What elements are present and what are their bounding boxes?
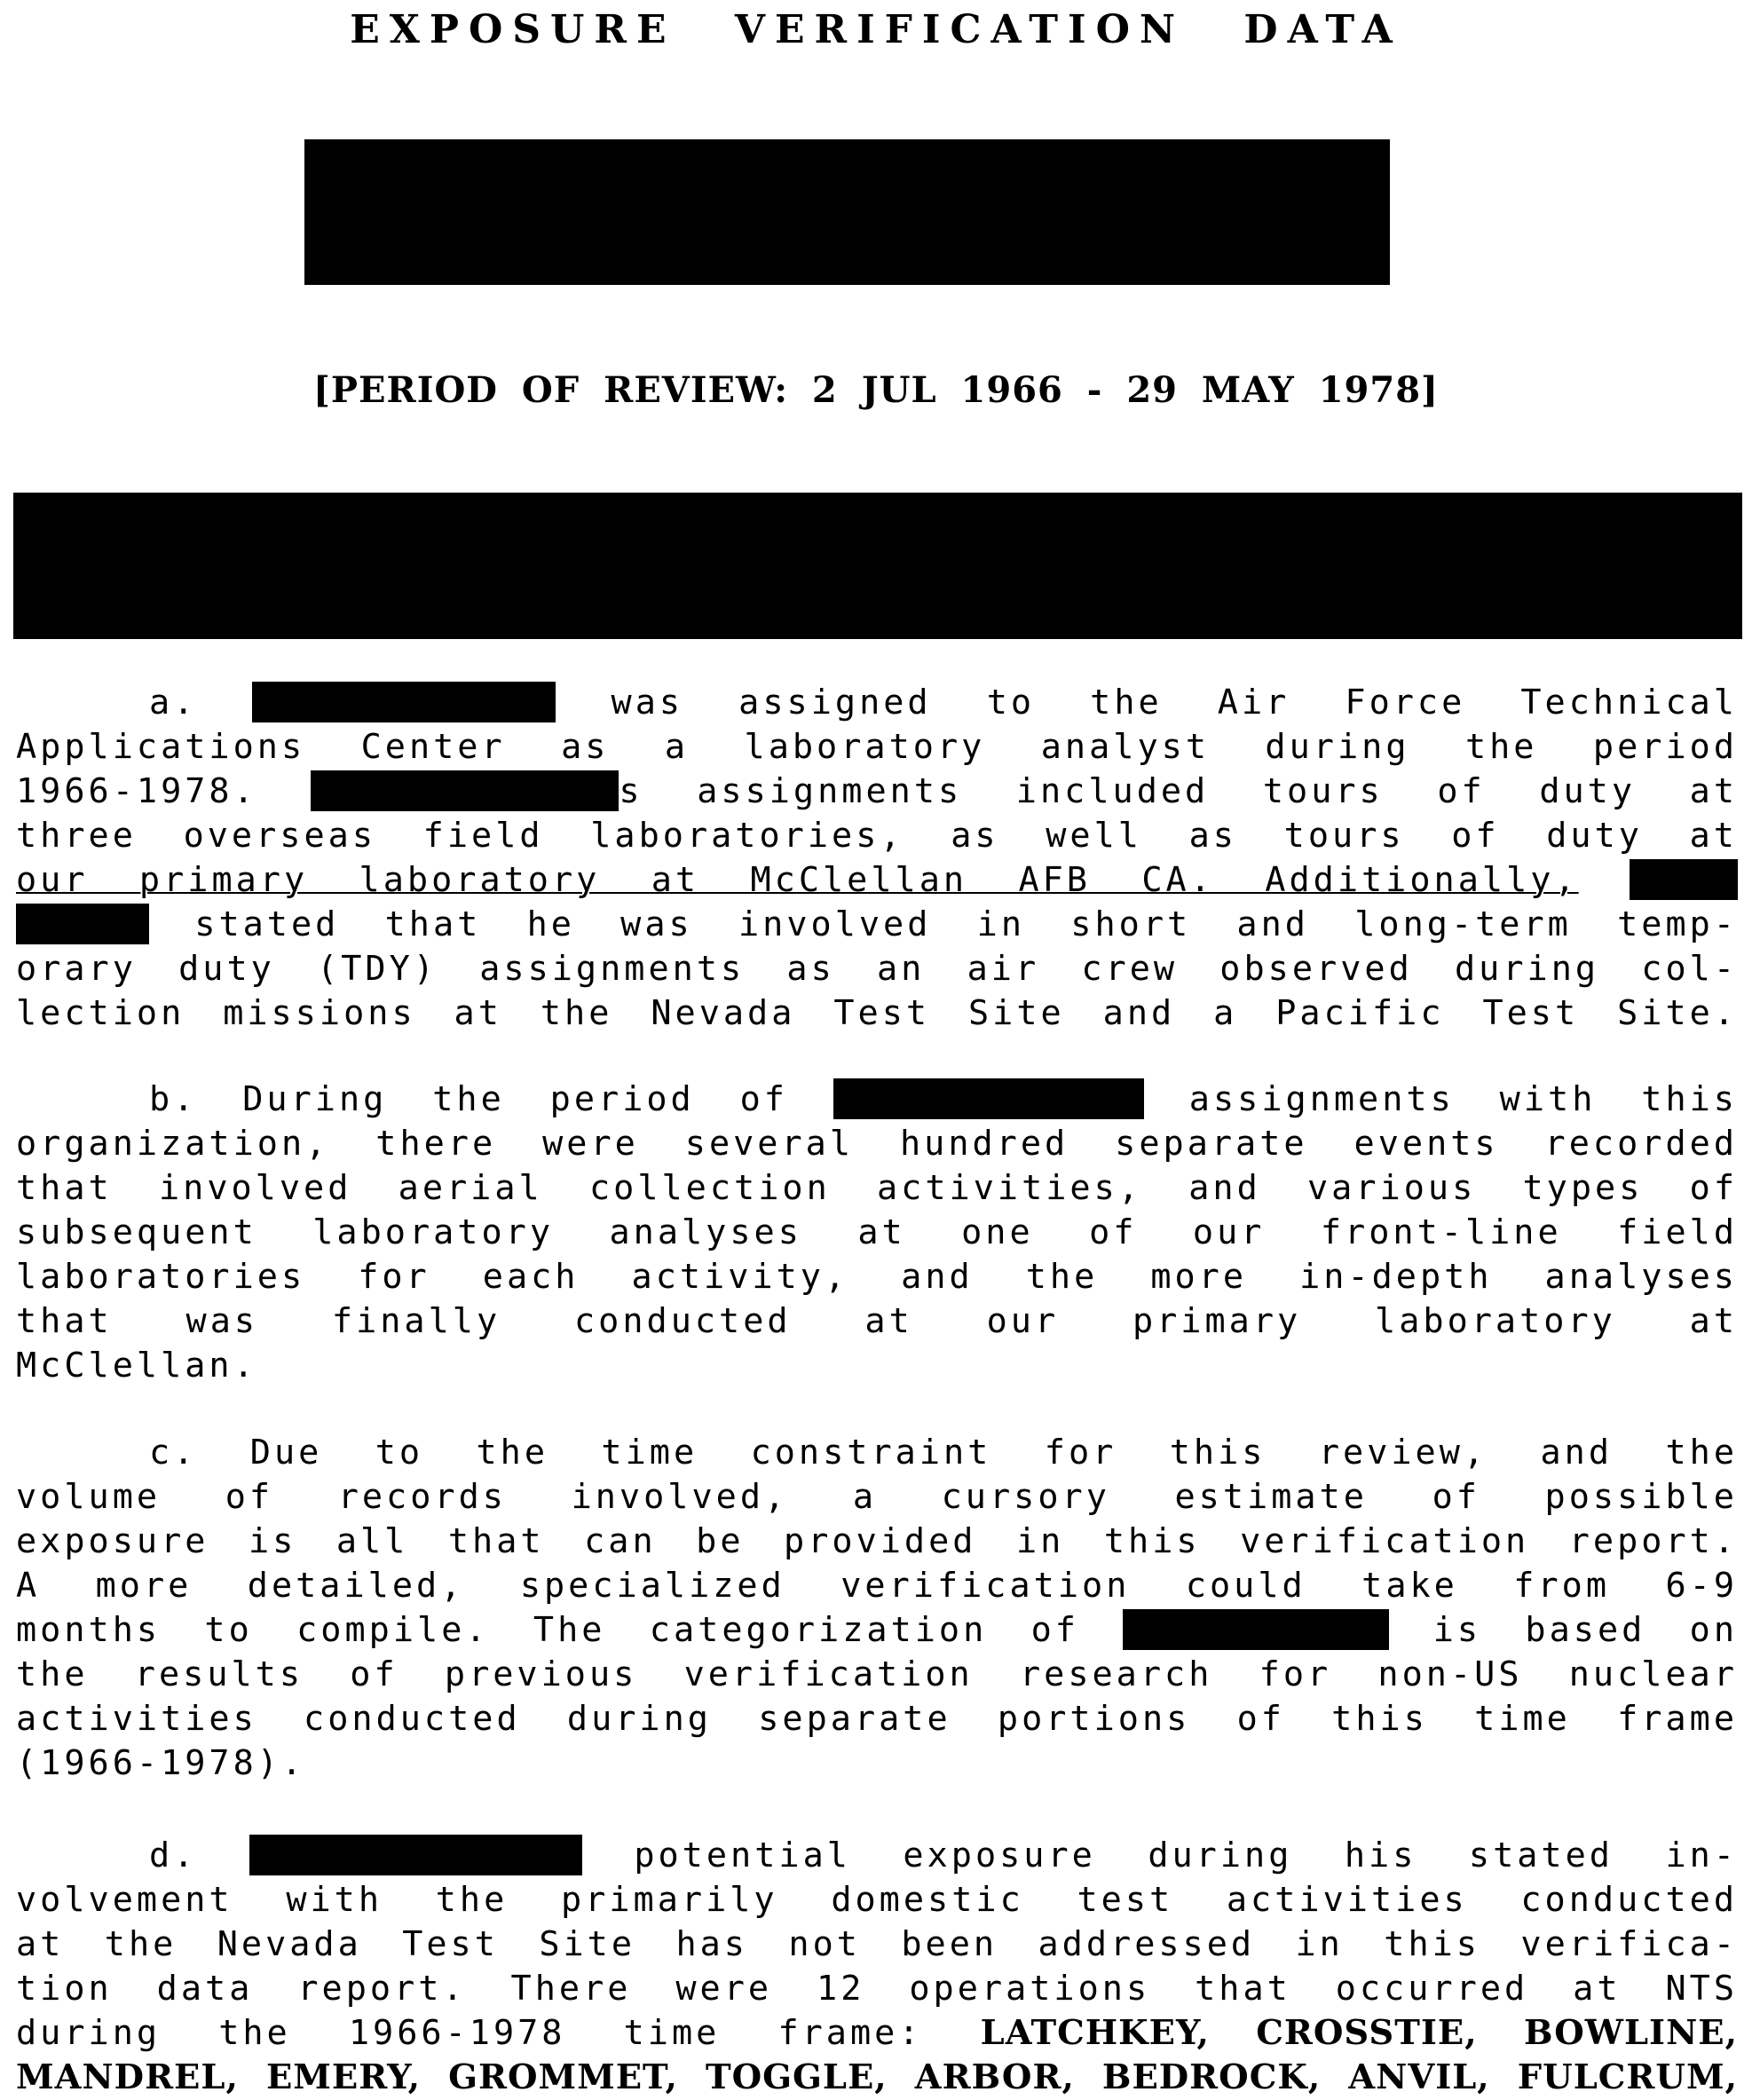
text-line: A more detailed, specialized verification could take from 6-9	[16, 1566, 1738, 1606]
redaction-block	[13, 493, 1742, 639]
text-line: (1966-1978).	[16, 1743, 306, 1783]
redaction-inline	[1123, 1609, 1389, 1650]
period-of-review: [PERIOD OF REVIEW: 2 JUL 1966 - 29 MAY 1978]	[313, 369, 1439, 411]
operation-names: LATCHKEY, CROSSTIE, BOWLINE,	[980, 2013, 1738, 2053]
text-line: Applications Center as a laboratory analyst during the period	[16, 727, 1738, 767]
paragraph-b	[16, 1078, 1738, 1388]
text-line: at the Nevada Test Site has not been addressed in this verifica-	[16, 1924, 1738, 1964]
redaction-inline	[249, 1835, 582, 1875]
text-line: orary duty (TDY) assignments as an air crew observed during col-	[16, 949, 1738, 989]
text-line: McClellan.	[16, 1346, 257, 1386]
text-line: lection missions at the Nevada Test Site and a Pacific Test Site.	[16, 993, 1738, 1033]
redaction-inline	[252, 682, 556, 722]
document-title: EXPOSURE VERIFICATION DATA	[350, 7, 1402, 52]
text-line: exposure is all that can be provided in this verification report.	[16, 1521, 1738, 1561]
text-line: three overseas field laboratories, as well as tours of duty at	[16, 816, 1738, 856]
text-line: laboratories for each activity, and the more in-depth analyses	[16, 1257, 1738, 1297]
redaction-inline	[1630, 859, 1738, 900]
text-line: organization, there were several hundred separate events recorded	[16, 1124, 1738, 1164]
operation-names: MANDREL, EMERY, GROMMET, TOGGLE, ARBOR, BEDROCK, ANVIL, FULCRUM,	[16, 2057, 1738, 2097]
text-line: stated that he was involved in short and long-term temp-	[16, 903, 1738, 947]
text-line: d. potential exposure during his stated in-	[149, 1836, 1738, 1875]
text-line: activities conducted during separate portions of this time frame	[16, 1699, 1738, 1739]
text-line: a. was assigned to the Air Force Technical	[149, 683, 1738, 722]
text-line: volume of records involved, a cursory estimate of possible	[16, 1477, 1738, 1517]
paragraph-a	[16, 681, 1738, 1036]
text-line: subsequent laboratory analyses at one of our front-line field	[16, 1212, 1738, 1252]
text-line: volvement with the primarily domestic test activities conducted	[16, 1880, 1738, 1920]
text-line: months to compile. The categorization of is based on	[16, 1610, 1738, 1650]
text-line: that involved aerial collection activities, and various types of	[16, 1168, 1738, 1208]
text-line: b. During the period of assignments with this	[149, 1079, 1738, 1119]
redaction-inline	[833, 1078, 1144, 1119]
redaction-block	[304, 139, 1390, 285]
text-line: c. Due to the time constraint for this review, and the	[149, 1433, 1738, 1472]
redaction-inline	[311, 770, 619, 811]
text-line: tion data report. There were 12 operations that occurred at NTS	[16, 1969, 1738, 2009]
text-line: that was finally conducted at our primary laboratory at	[16, 1301, 1738, 1341]
redaction-inline	[16, 904, 149, 944]
paragraph-d	[16, 1834, 1738, 2100]
text-line: our primary laboratory at McClellan AFB CA. Additionally,	[16, 858, 1738, 903]
paragraph-c	[16, 1431, 1738, 1786]
text-line: the results of previous verification research for non-US nuclear	[16, 1654, 1738, 1694]
text-line: during the 1966-1978 time frame: LATCHKEY, CROSSTIE, BOWLINE,	[16, 2013, 1738, 2053]
text-line: 1966-1978. s assignments included tours of duty at	[16, 771, 1738, 811]
